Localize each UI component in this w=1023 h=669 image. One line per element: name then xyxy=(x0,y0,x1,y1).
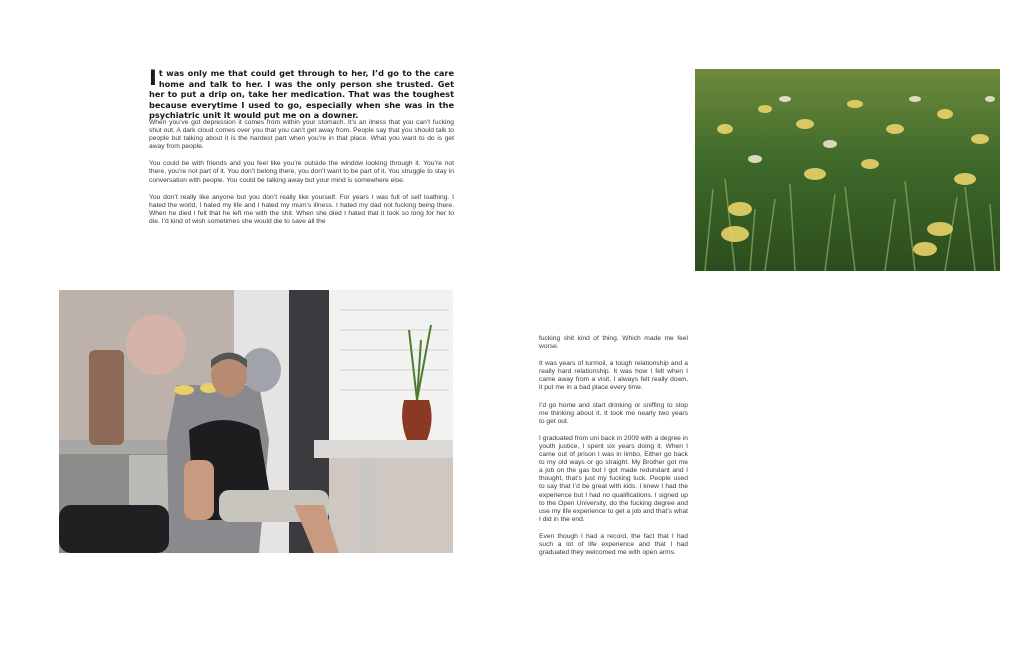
left-text-column xyxy=(149,119,454,245)
drop-cap: I xyxy=(149,66,157,90)
paragraph: You don’t really like anyone but you don’t really like yourself. For years I was full of self loathing. I hated the world, I hated my life and I hated my mum’s illness. I hated my dad not fucking being there. When he died I felt that he left me with the shit. When she died I hated that it took so long for her to die. I’d kind of wish sometimes she would die to save all the xyxy=(149,193,454,225)
paragraph: fucking shit kind of thing. Which made me feel worse. xyxy=(539,335,688,351)
paragraph: Even though I had a record, the fact that I had such a lot of life experience and that I had graduated they welcomed me with open arms. xyxy=(539,532,688,557)
portrait-photo xyxy=(59,290,453,553)
right-text-column xyxy=(539,335,688,566)
pull-quote xyxy=(149,68,454,121)
pull-quote-text: t was only me that could get through to her, I’d go to the care home and talk to her. I was the only person she trusted. Get her to put a drip on, take her medication. That was the toughest because everytime I used to go, especially when she was in the psychiatric unit it would put me on a downer. xyxy=(149,68,454,121)
daffodil-photo xyxy=(695,69,1000,271)
paragraph: When you’ve got depression it comes from within your stomach. It’s an ilness that you can’t fucking shut out. A dark cloud comes over you that you can’t get away from. People say that you should talk to people but talking about it is the hardest part when you’re in that place. What you want to do is get away from people. xyxy=(149,119,454,151)
paragraph: You could be with friends and you feel like you’re outside the window looking through it. You’re not there, you’re not part of it. You don’t belong there, you don’t want to be part of it. You struggle to stay in conversation with people. You could be talking away but your mind is somewhere else. xyxy=(149,160,454,184)
paragraph: I graduated from uni back in 2009 with a degree in youth justice, I spent six years doing it. When I came out of prison I was in limbo, Either go back to my old ways or go straight. My Brother got me a job on the gas but I got made redundant and I thought, that’s just my fucking luck. People used to say that I’d be great with kids. I knew I had the experience but I had no qualifications. I signed up to the Open University, do the fucking degree and use my life experience to get a job and that’s what I did in the end. xyxy=(539,434,688,523)
paragraph: I’d go home and start drinking or sniffing to stop me thinking about it. It took me nearly two years to get out. xyxy=(539,401,688,425)
paragraph: It was years of turmoil, a tough relationship and a really hard relationship. It was how I felt when I came away from a visit, I always felt really down, it put me in a bad place every time. xyxy=(539,360,688,392)
